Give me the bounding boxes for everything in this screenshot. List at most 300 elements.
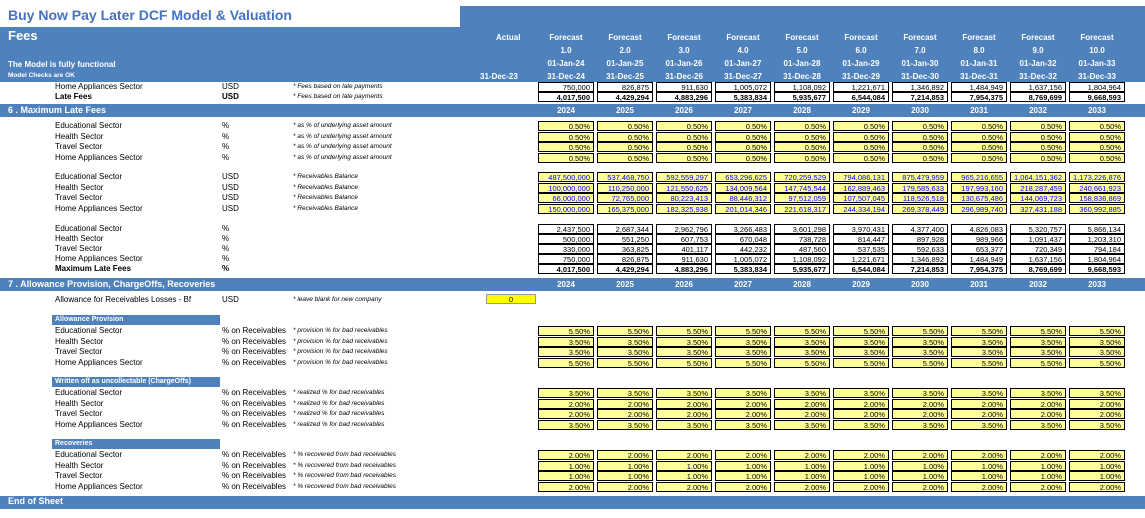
value-cell[interactable]: 3.50% [1010,337,1066,347]
rate-row [0,388,1145,398]
value-cell: 9,668,593 [1069,264,1125,274]
value-cell[interactable]: 0.50% [774,142,830,152]
value-cell[interactable]: 0.50% [833,142,889,152]
fee-row [0,82,1145,92]
row-label: Home Appliances Sector [55,419,143,429]
value-cell: 500,000 [538,234,594,244]
value-cell[interactable]: 1.00% [1069,461,1125,471]
actual-date: 31-Dec-23 [480,72,518,81]
value-cell[interactable]: 3.50% [951,420,1007,430]
value-cell: 147,745,544 [774,183,830,193]
value-cell: 197,993,160 [951,183,1007,193]
value-cell[interactable]: 0.50% [597,132,653,142]
value-cell[interactable]: 2.00% [833,399,889,409]
value-cell: 240,661,923 [1069,183,1125,193]
value-cell[interactable]: 3.50% [597,388,653,398]
value-cell[interactable]: 3.50% [1069,337,1125,347]
value-cell[interactable]: 2.00% [656,399,712,409]
value-cell[interactable]: 2.00% [597,450,653,460]
value-cell[interactable]: 3.50% [1069,420,1125,430]
value-cell[interactable]: 0.50% [774,132,830,142]
value-cell[interactable]: 3.50% [774,420,830,430]
allowance-input[interactable]: 0 [486,294,536,304]
value-cell: 4,883,296 [656,264,712,274]
value-cell[interactable]: 0.50% [1010,142,1066,152]
value-cell[interactable]: 2.00% [1069,482,1125,492]
year-label: 2030 [911,106,929,115]
value-cell[interactable]: 3.50% [656,388,712,398]
value-cell[interactable]: 3.50% [656,337,712,347]
value-cell[interactable]: 2.00% [538,482,594,492]
value-cell: 794,184 [1069,244,1125,254]
value-cell: 487,560 [774,244,830,254]
row-unit: USD [222,92,239,101]
value-cell[interactable]: 2.00% [538,450,594,460]
period-number: 5.0 [796,46,808,55]
value-cell: 118,526,518 [892,193,948,203]
value-cell[interactable]: 1.00% [715,461,771,471]
value-cell[interactable]: 3.50% [597,420,653,430]
year-label: 2033 [1088,106,1106,115]
value-cell[interactable]: 2.00% [1069,409,1125,419]
value-cell[interactable]: 2.00% [951,482,1007,492]
value-cell[interactable]: 5.50% [774,358,830,368]
row-note: * as % of underlying asset amount [293,143,392,150]
value-cell[interactable]: 2.00% [715,409,771,419]
value-cell[interactable]: 2.00% [656,409,712,419]
value-cell[interactable]: 5.50% [1069,326,1125,336]
value-cell[interactable]: 2.00% [715,399,771,409]
row-unit: % on Receivables [222,409,287,418]
value-cell[interactable]: 0.50% [656,142,712,152]
value-cell[interactable]: 3.50% [833,347,889,357]
value-cell: 487,500,000 [538,172,594,182]
value-cell[interactable]: 2.00% [774,450,830,460]
value-cell[interactable]: 3.50% [892,420,948,430]
value-cell: 201,014,346 [715,204,771,214]
value-cell[interactable]: 0.50% [833,153,889,163]
period-start: 01-Jan-24 [547,59,585,68]
value-cell[interactable]: 1.00% [656,461,712,471]
value-cell[interactable]: 3.50% [538,420,594,430]
value-cell[interactable]: 0.50% [892,142,948,152]
value-cell[interactable]: 0.50% [715,121,771,131]
value-cell: 720,259,529 [774,172,830,182]
value-cell: 5,935,677 [774,264,830,274]
value-cell[interactable]: 5.50% [892,326,948,336]
value-cell[interactable]: 5.50% [892,358,948,368]
value-cell: 179,585,633 [892,183,948,193]
forecast-label: Forecast [1021,33,1055,42]
value-cell: 750,000 [538,82,594,92]
value-cell[interactable]: 0.50% [1069,121,1125,131]
value-cell: 4,883,296 [656,92,712,102]
year-label: 2030 [911,280,929,289]
value-cell[interactable]: 2.00% [1010,409,1066,419]
year-label: 2027 [734,106,752,115]
value-cell[interactable]: 2.00% [1010,482,1066,492]
value-cell[interactable]: 0.50% [538,153,594,163]
row-unit: % [222,121,230,130]
value-cell: 653,296,625 [715,172,771,182]
forecast-label: Forecast [962,33,996,42]
value-cell[interactable]: 5.50% [538,358,594,368]
value-cell[interactable]: 3.50% [892,388,948,398]
value-cell[interactable]: 3.50% [892,337,948,347]
value-cell: 1,005,072 [715,82,771,92]
value-cell: 165,375,000 [597,204,653,214]
value-cell[interactable]: 2.00% [1010,450,1066,460]
forecast-label: Forecast [608,33,642,42]
value-cell: 1,637,156 [1010,254,1066,264]
value-cell[interactable]: 1.00% [892,461,948,471]
max-late-fee-row [0,224,1145,234]
year-label: 2032 [1029,280,1047,289]
value-cell[interactable]: 1.00% [833,461,889,471]
value-cell[interactable]: 3.50% [1069,388,1125,398]
value-cell[interactable]: 2.00% [774,482,830,492]
value-cell[interactable]: 2.00% [833,482,889,492]
value-cell[interactable]: 3.50% [892,347,948,357]
value-cell[interactable]: 0.50% [1069,132,1125,142]
value-cell: 5,935,677 [774,92,830,102]
value-cell[interactable]: 5.50% [715,326,771,336]
value-cell[interactable]: 5.50% [715,358,771,368]
value-cell[interactable]: 0.50% [833,132,889,142]
period-start: 01-Jan-32 [1019,59,1057,68]
value-cell[interactable]: 1.00% [656,471,712,481]
value-cell[interactable]: 0.50% [597,142,653,152]
row-unit: % on Receivables [222,357,287,367]
allowance-row [0,295,1145,305]
value-cell[interactable]: 5.50% [951,358,1007,368]
value-cell[interactable]: 2.00% [1010,399,1066,409]
value-cell[interactable]: 3.50% [774,347,830,357]
value-cell: 296,989,740 [951,204,1007,214]
value-cell[interactable]: 2.00% [656,482,712,492]
value-cell[interactable]: 1.00% [951,471,1007,481]
value-cell[interactable]: 1.00% [951,461,1007,471]
row-unit: % on Receivables [222,419,287,429]
value-cell[interactable]: 0.50% [656,121,712,131]
value-cell[interactable]: 0.50% [951,142,1007,152]
rate-row [0,358,1145,368]
value-cell: 2,962,796 [656,224,712,234]
value-cell: 3,266,483 [715,224,771,234]
row-unit: % on Receivables [222,450,287,459]
value-cell[interactable]: 5.50% [597,326,653,336]
value-cell: 363,825 [597,244,653,254]
value-cell[interactable]: 1.00% [597,471,653,481]
value-cell[interactable]: 0.50% [833,121,889,131]
value-cell: 670,048 [715,234,771,244]
value-cell[interactable]: 3.50% [538,347,594,357]
value-cell[interactable]: 2.00% [597,399,653,409]
value-cell[interactable]: 0.50% [656,132,712,142]
value-cell[interactable]: 0.50% [1010,132,1066,142]
row-label: Educational Sector [55,224,123,233]
value-cell: 1,091,437 [1010,234,1066,244]
value-cell[interactable]: 1.00% [1010,461,1066,471]
value-cell: 269,378,449 [892,204,948,214]
value-cell: 1,005,072 [715,254,771,264]
row-label: Health Sector [55,182,104,192]
value-cell[interactable]: 0.50% [715,132,771,142]
value-cell[interactable]: 2.00% [833,409,889,419]
value-cell[interactable]: 0.50% [1010,153,1066,163]
receivables-row [0,183,1145,193]
value-cell: 121,550,625 [656,183,712,193]
value-cell[interactable]: 2.00% [892,409,948,419]
period-number: 9.0 [1032,46,1044,55]
value-cell: 911,630 [656,254,712,264]
value-cell[interactable]: 2.00% [656,450,712,460]
value-cell: 720,349 [1010,244,1066,254]
value-cell: 1,203,310 [1069,234,1125,244]
value-cell[interactable]: 3.50% [715,347,771,357]
value-cell[interactable]: 0.50% [892,132,948,142]
value-cell[interactable]: 3.50% [833,420,889,430]
year-label: 2031 [970,106,988,115]
sheet-name: Fees [8,28,38,43]
end-of-sheet: End of Sheet [8,496,64,506]
value-cell[interactable]: 0.50% [597,153,653,163]
row-unit: % [222,264,230,273]
value-cell: 794,086,131 [833,172,889,182]
value-cell[interactable]: 3.50% [1010,347,1066,357]
value-cell[interactable]: 5.50% [1069,358,1125,368]
value-cell[interactable]: 0.50% [1010,121,1066,131]
forecast-label: Forecast [785,33,819,42]
value-cell: 8,769,699 [1010,92,1066,102]
value-cell[interactable]: 2.00% [951,450,1007,460]
value-cell[interactable]: 2.00% [774,399,830,409]
value-cell[interactable]: 0.50% [892,121,948,131]
row-unit: % on Receivables [222,471,287,480]
period-start: 01-Jan-26 [665,59,703,68]
row-note: * provision % for bad receivables [293,327,388,334]
value-cell[interactable]: 5.50% [597,358,653,368]
year-label: 2029 [852,280,870,289]
value-cell[interactable]: 2.00% [1069,450,1125,460]
value-cell[interactable]: 0.50% [951,132,1007,142]
value-cell: 110,250,000 [597,183,653,193]
period-number: 7.0 [914,46,926,55]
value-cell: 327,431,188 [1010,204,1066,214]
period-end: 31-Dec-32 [1019,72,1057,81]
rate-row [0,482,1145,492]
year-label: 2028 [793,280,811,289]
value-cell[interactable]: 1.00% [715,471,771,481]
value-cell[interactable]: 1.00% [538,461,594,471]
value-cell[interactable]: 5.50% [833,358,889,368]
value-cell[interactable]: 3.50% [656,420,712,430]
value-cell[interactable]: 0.50% [538,121,594,131]
value-cell: 162,889,463 [833,183,889,193]
row-unit: % on Receivables [222,347,287,356]
value-cell[interactable]: 3.50% [774,388,830,398]
value-cell[interactable]: 5.50% [1010,326,1066,336]
value-cell[interactable]: 3.50% [538,337,594,347]
row-note: * realized % for bad receivables [293,399,385,407]
value-cell[interactable]: 3.50% [597,347,653,357]
rate-row [0,409,1145,419]
value-cell: 66,000,000 [538,193,594,203]
row-label: Health Sector [55,460,104,470]
row-label: Health Sector [55,398,104,408]
row-label: Educational Sector [55,121,123,130]
row-note: * as % of underlying asset amount [293,122,392,129]
value-cell[interactable]: 2.00% [833,450,889,460]
value-cell[interactable]: 1.00% [597,461,653,471]
row-label: Home Appliances Sector [55,254,143,263]
value-cell[interactable]: 1.00% [833,471,889,481]
value-cell[interactable]: 3.50% [1069,347,1125,357]
period-end: 31-Dec-30 [901,72,939,81]
value-cell[interactable]: 3.50% [833,388,889,398]
value-cell[interactable]: 3.50% [951,388,1007,398]
value-cell[interactable]: 2.00% [538,409,594,419]
value-cell[interactable]: 5.50% [951,326,1007,336]
period-end: 31-Dec-29 [842,72,880,81]
value-cell[interactable]: 3.50% [656,347,712,357]
value-cell[interactable]: 1.00% [892,471,948,481]
section-title: 6 . Maximum Late Fees [8,105,107,115]
value-cell: 592,559,297 [656,172,712,182]
value-cell[interactable]: 2.00% [951,409,1007,419]
value-cell[interactable]: 3.50% [833,337,889,347]
value-cell: 88,446,312 [715,193,771,203]
period-end: 31-Dec-27 [724,72,762,81]
value-cell[interactable]: 3.50% [538,388,594,398]
value-cell: 4,429,294 [597,264,653,274]
value-cell[interactable]: 2.00% [597,482,653,492]
value-cell[interactable]: 0.50% [538,132,594,142]
value-cell[interactable]: 5.50% [656,326,712,336]
value-cell[interactable]: 0.50% [774,121,830,131]
value-cell[interactable]: 0.50% [1069,142,1125,152]
value-cell[interactable]: 2.00% [1069,399,1125,409]
value-cell[interactable]: 1.00% [1069,471,1125,481]
late-fee-pct-row [0,121,1145,131]
value-cell[interactable]: 3.50% [715,337,771,347]
value-cell[interactable]: 5.50% [833,326,889,336]
value-cell[interactable]: 0.50% [715,142,771,152]
value-cell: 750,000 [538,254,594,264]
value-cell[interactable]: 3.50% [774,337,830,347]
row-label: Home Appliances Sector [55,152,143,162]
value-cell[interactable]: 0.50% [656,153,712,163]
value-cell[interactable]: 2.00% [715,450,771,460]
period-end: 31-Dec-33 [1078,72,1116,81]
value-cell[interactable]: 3.50% [597,337,653,347]
section-6-band [0,104,1145,117]
value-cell[interactable]: 3.50% [1010,420,1066,430]
value-cell[interactable]: 5.50% [656,358,712,368]
value-cell[interactable]: 2.00% [774,409,830,419]
value-cell: 2,437,500 [538,224,594,234]
value-cell: 965,216,655 [951,172,1007,182]
row-unit: % [222,131,230,141]
value-cell[interactable]: 2.00% [892,399,948,409]
late-fee-pct-row [0,142,1145,152]
value-cell: 1,804,964 [1069,82,1125,92]
value-cell: 158,836,869 [1069,193,1125,203]
value-cell[interactable]: 2.00% [892,450,948,460]
value-cell[interactable]: 0.50% [892,153,948,163]
value-cell: 1,804,964 [1069,254,1125,264]
period-start: 01-Jan-29 [842,59,880,68]
value-cell: 826,875 [597,254,653,264]
row-label: Travel Sector [55,193,103,202]
value-cell: 442,232 [715,244,771,254]
value-cell[interactable]: 3.50% [715,420,771,430]
value-cell[interactable]: 5.50% [1010,358,1066,368]
period-start: 01-Jan-33 [1078,59,1116,68]
value-cell: 1,637,156 [1010,82,1066,92]
value-cell[interactable]: 0.50% [1069,153,1125,163]
value-cell[interactable]: 1.00% [1010,471,1066,481]
year-label: 2026 [675,280,693,289]
row-note: * provision % for bad receivables [293,337,388,345]
value-cell[interactable]: 3.50% [951,337,1007,347]
forecast-label: Forecast [549,33,583,42]
value-cell[interactable]: 3.50% [1010,388,1066,398]
value-cell[interactable]: 1.00% [774,471,830,481]
value-cell[interactable]: 3.50% [951,347,1007,357]
value-cell[interactable]: 2.00% [538,399,594,409]
value-cell[interactable]: 0.50% [774,153,830,163]
period-end: 31-Dec-26 [665,72,703,81]
row-unit: USD [222,82,239,91]
year-label: 2024 [557,280,575,289]
row-note: * % recovered from bad receivables [293,472,396,479]
value-cell[interactable]: 2.00% [715,482,771,492]
value-cell[interactable]: 5.50% [774,326,830,336]
value-cell[interactable]: 0.50% [951,153,1007,163]
value-cell[interactable]: 0.50% [715,153,771,163]
value-cell[interactable]: 0.50% [597,121,653,131]
row-unit: USD [222,203,239,213]
row-note: * as % of underlying asset amount [293,132,392,140]
value-cell[interactable]: 2.00% [951,399,1007,409]
value-cell: 100,000,000 [538,183,594,193]
rate-row [0,461,1145,471]
value-cell: 1,108,092 [774,254,830,264]
value-cell[interactable]: 1.00% [538,471,594,481]
value-cell: 1,108,092 [774,82,830,92]
value-cell[interactable]: 5.50% [538,326,594,336]
value-cell[interactable]: 0.50% [538,142,594,152]
receivables-row [0,193,1145,203]
value-cell[interactable]: 0.50% [951,121,1007,131]
value-cell[interactable]: 2.00% [892,482,948,492]
period-number: 6.0 [855,46,867,55]
rate-row [0,347,1145,357]
value-cell: 3,601,298 [774,224,830,234]
value-cell[interactable]: 2.00% [597,409,653,419]
row-unit: % [222,142,230,151]
value-cell[interactable]: 1.00% [774,461,830,471]
row-unit: % [222,152,230,162]
rate-row [0,420,1145,430]
row-label: Educational Sector [55,388,123,397]
value-cell: 875,479,959 [892,172,948,182]
value-cell[interactable]: 3.50% [715,388,771,398]
value-cell: 1,346,892 [892,254,948,264]
rate-row [0,471,1145,481]
value-cell: 5,866,134 [1069,224,1125,234]
